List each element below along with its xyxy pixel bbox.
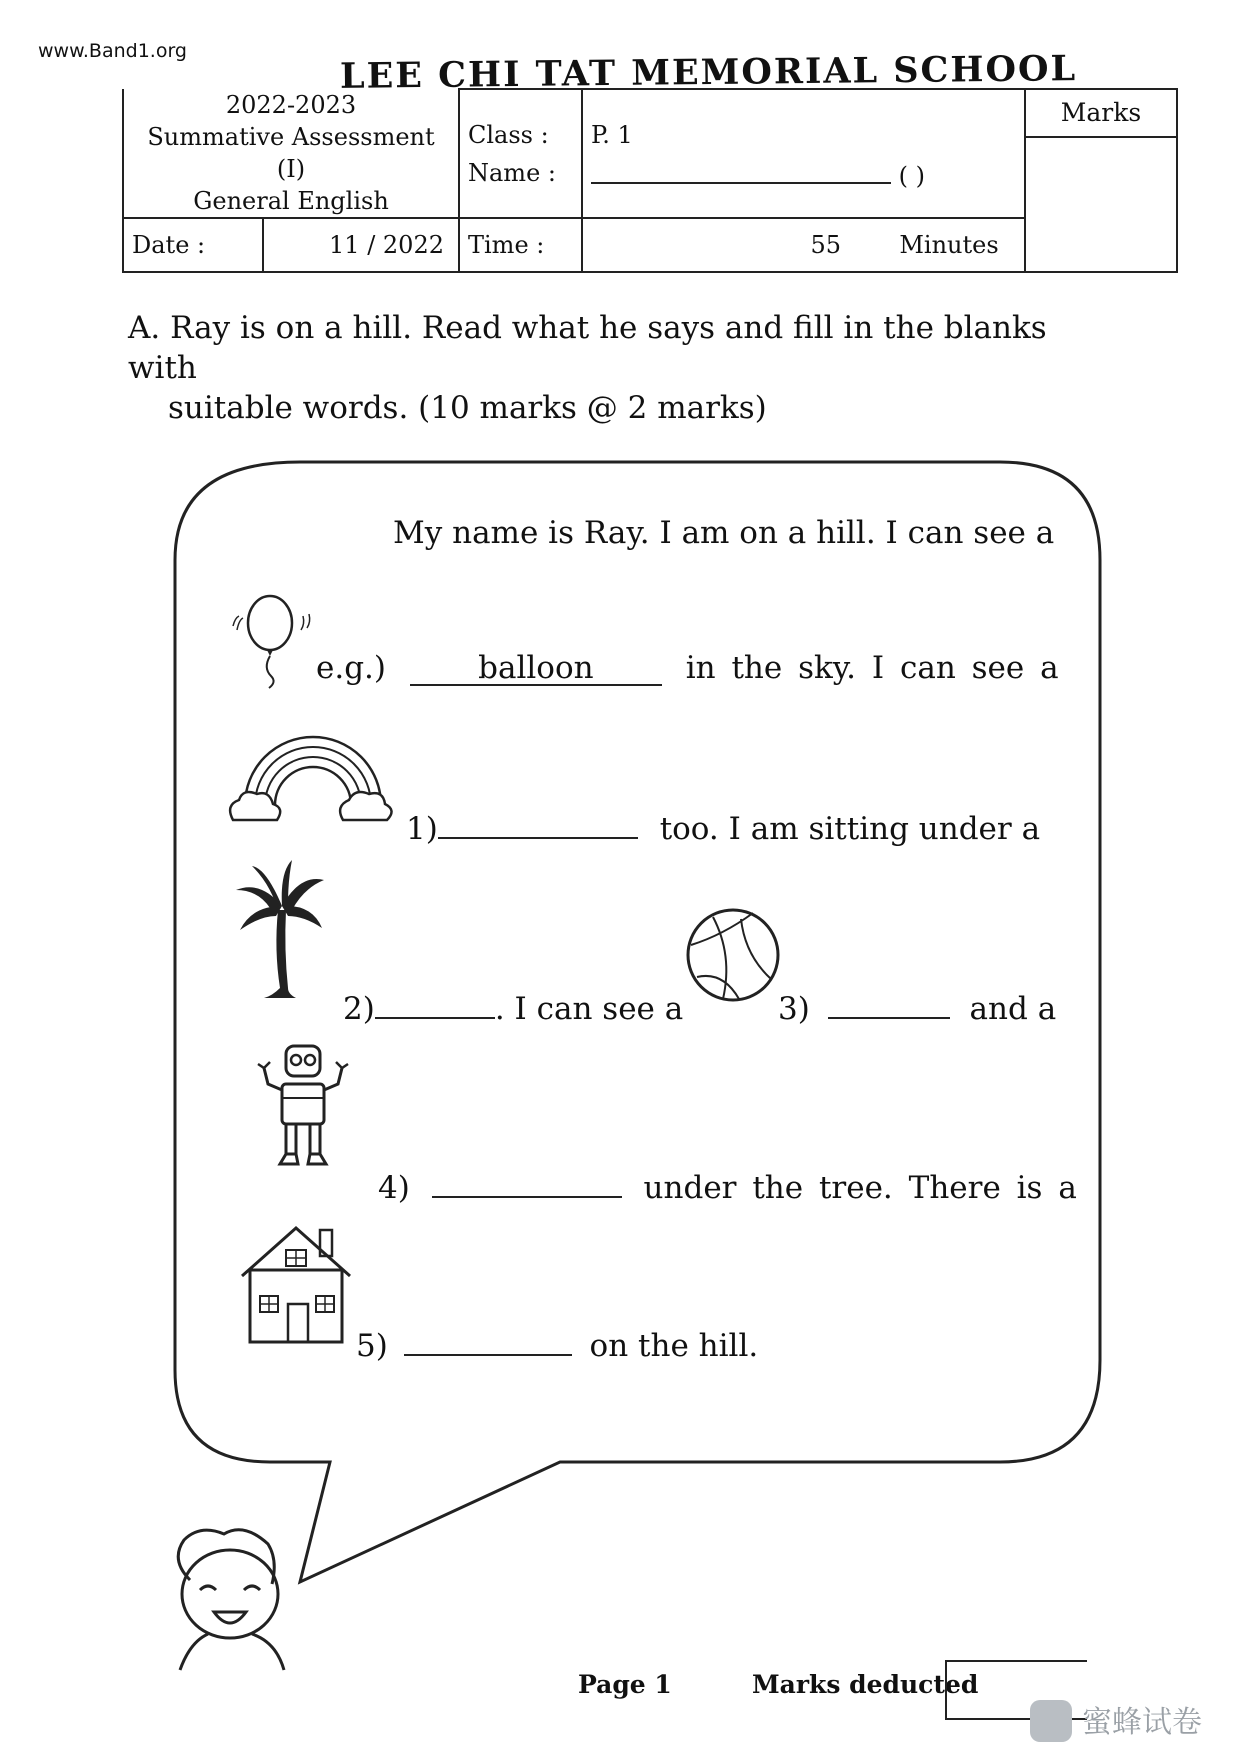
brand-logo-icon <box>1030 1700 1072 1742</box>
question-2-3 <box>343 983 683 1027</box>
class-number: ( ) <box>898 161 925 190</box>
question-3 <box>778 983 1056 1027</box>
q1-after: too. I am sitting under a <box>659 811 1041 847</box>
boy-icon <box>160 1520 300 1680</box>
q1-label: 1) <box>406 811 438 847</box>
class-label: Class : <box>468 120 549 149</box>
marks-label: Marks <box>1026 90 1176 138</box>
date-value: 11 / 2022 <box>329 231 444 259</box>
q3-answer-field[interactable] <box>828 983 950 1019</box>
question-4 <box>378 1162 1077 1206</box>
beach-ball-icon <box>683 905 783 1005</box>
q3-label: 3) <box>778 991 810 1027</box>
q5-label: 5) <box>356 1328 388 1364</box>
example-after: in the sky. I can see a <box>685 650 1059 686</box>
balloon-icon <box>225 590 315 690</box>
time-value: 55 <box>810 231 841 259</box>
question-1 <box>406 803 1040 847</box>
instruction-line-2: suitable words. (10 marks @ 2 marks) <box>168 390 767 426</box>
subject-name: General English <box>193 187 389 215</box>
school-year: 2022-2023 <box>225 91 357 119</box>
example-line <box>316 650 1059 686</box>
passage-intro: My name is Ray. I am on a hill. I can see a <box>393 515 1055 551</box>
palm-tree-icon <box>230 860 330 1010</box>
q2-label: 2) <box>343 991 375 1027</box>
q2-after: . I can see a <box>494 991 684 1027</box>
school-title: LEE CHI TAT MEMORIAL SCHOOL <box>339 48 1078 97</box>
q5-after: on the hill. <box>589 1328 759 1364</box>
name-label: Name : <box>468 158 556 187</box>
assessment-name: Summative Assessment (I) <box>147 123 435 183</box>
class-value: P. 1 <box>591 120 633 149</box>
time-label: Time : <box>459 218 582 272</box>
robot-icon <box>250 1040 360 1190</box>
q4-after: under the tree. There is a <box>643 1170 1077 1206</box>
instruction-line-1: A. Ray is on a hill. Read what he says and fill in the blanks with <box>128 310 1047 386</box>
q4-answer-field[interactable] <box>432 1162 622 1198</box>
q5-answer-field[interactable] <box>404 1320 572 1356</box>
watermark-site: www.Band1.org <box>38 40 187 62</box>
house-icon <box>238 1220 358 1350</box>
date-label: Date : <box>124 219 264 271</box>
q1-answer-field[interactable] <box>438 803 638 839</box>
time-unit: Minutes <box>899 231 999 259</box>
watermark-brand: 蜜蜂试卷 <box>1082 1705 1202 1740</box>
rainbow-icon <box>225 720 400 835</box>
q3-after: and a <box>969 991 1057 1027</box>
page-number: Page 1 <box>578 1670 672 1699</box>
example-answer: balloon <box>410 650 662 686</box>
q2-answer-field[interactable] <box>375 983 495 1019</box>
marks-deducted-label: Marks deducted <box>752 1670 979 1699</box>
question-5 <box>356 1320 758 1364</box>
q4-label: 4) <box>378 1170 410 1206</box>
example-label: e.g.) <box>316 650 386 686</box>
